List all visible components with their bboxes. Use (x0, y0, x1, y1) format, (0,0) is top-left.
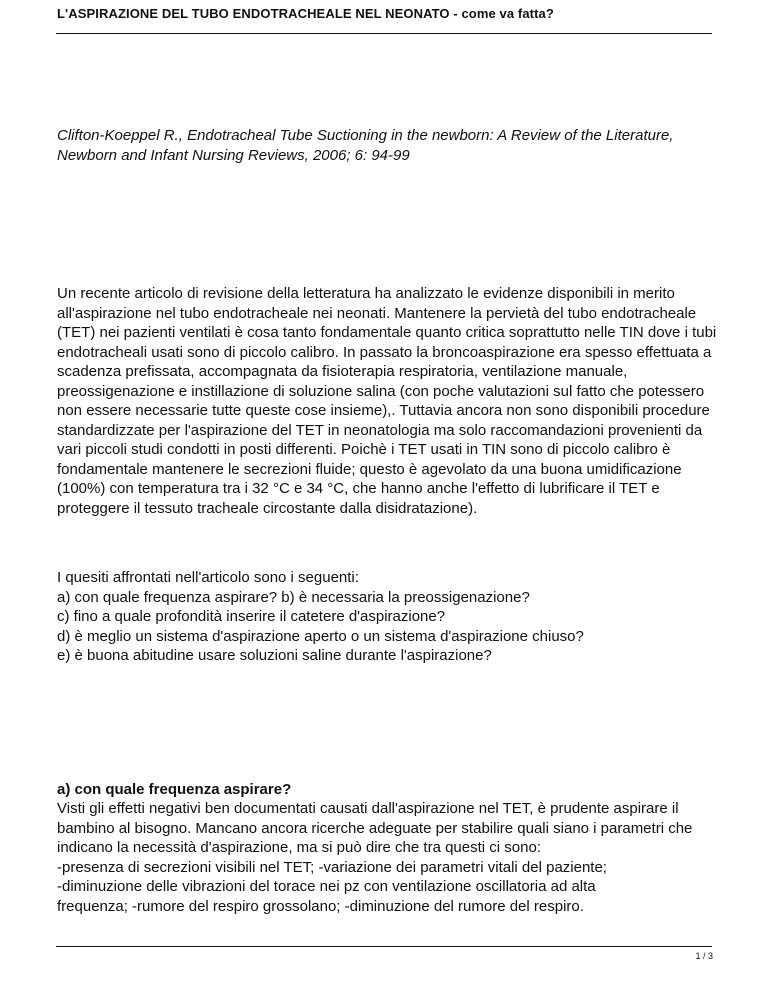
citation: Clifton-Koeppel R., Endotracheal Tube Suctioning in the newborn: A Review of the Literature, Newborn and Infant Nursing Reviews, 2006; 6: 94-99 (57, 127, 674, 164)
question-item: a) con quale frequenza aspirare? b) è necessaria la preossigenazione? (57, 588, 530, 606)
section-heading: a) con quale frequenza aspirare? (57, 781, 292, 798)
document-header-title: L'ASPIRAZIONE DEL TUBO ENDOTRACHEALE NEL NEONATO - come va fatta? (57, 6, 554, 21)
question-item: e) è buona abitudine usare soluzioni saline durante l'aspirazione? (57, 647, 492, 664)
section-body (57, 799, 717, 916)
header-divider (56, 33, 712, 34)
page-number: 1 / 3 (695, 951, 713, 961)
intro-paragraph: Un recente articolo di revisione della letteratura ha analizzato le evidenze disponibili in merito all'aspirazione nel tubo endotracheale nei neonati. Mantenere la pervietà del tubo endotracheale (TET) nei pazienti ventilati è cosa tanto fondamentale quanto critica soprattutto nelle TIN dove i tubi endotracheali usati sono di piccolo calibro. In passato la broncoaspirazione era spesso effettuata a scadenza prefissata, accompagnata da fisioterapia respiratoria, ventilazione manuale, preossigenazione e instillazione di soluzione salina (con poche valutazioni sul fatto che potessero non essere necessarie tutte queste cose insieme),. Tuttavia ancora non sono disponibili procedure standardizzate per l'aspirazione del TET in neonatologia ma solo raccomandazioni provenienti da vari piccoli studi condotti in posti differenti. Poichè i TET usati in TIN sono di piccolo calibro è fondamentale mantenere le secrezioni fluide; questo è agevolato da una buona umidificazione (100%) con temperatura tra i 32 °C e 34 °C, che hanno anche l'effetto di lubrificare il TET e proteggere il tessuto tracheale circostante dalla disidratazione). (57, 285, 717, 517)
question-item: d) è meglio un sistema d'aspirazione aperto o un sistema d'aspirazione chiuso? (57, 627, 584, 645)
questions-list (57, 568, 717, 666)
section-line: -diminuzione delle vibrazioni del torace nei pz con ventilazione oscillatoria ad alta (57, 878, 596, 895)
questions-lead: I quesiti affrontati nell'articolo sono i seguenti: (57, 569, 359, 586)
question-item: c) fino a quale profondità inserire il catetere d'aspirazione? (57, 608, 446, 625)
section-line: indicano la necessità d'aspirazione, ma si può dire che tra questi ci sono: (57, 839, 541, 856)
footer-divider (56, 946, 712, 947)
section-line: bambino al bisogno. Mancano ancora ricerche adeguate per stabilire quali siano i parametri che (57, 819, 693, 837)
section-line: -presenza di secrezioni visibili nel TET; -variazione dei parametri vitali del paziente; (57, 858, 607, 876)
section-line: frequenza; -rumore del respiro grossolano; -diminuzione del rumore del respiro. (57, 897, 584, 915)
section-line: Visti gli effetti negativi ben documentati causati dall'aspirazione nel TET, è prudente aspirare il (57, 800, 679, 817)
